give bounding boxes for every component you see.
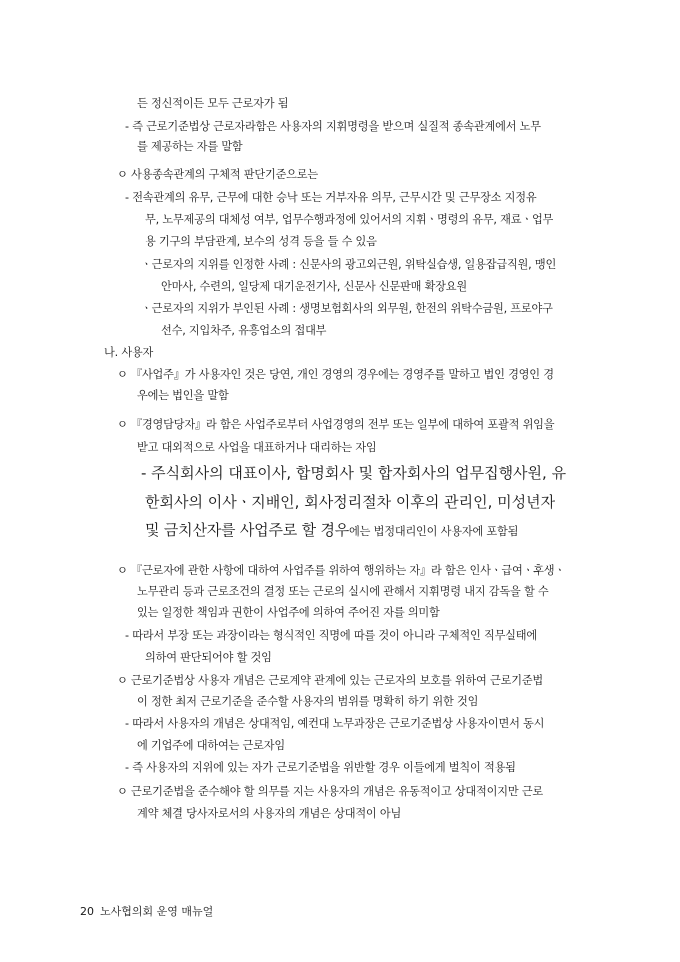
text-line: - 주식회사의 대표이사, 합명회사 및 합자회사의 업무집행사원, 유	[141, 464, 567, 482]
text-line: 안마사, 수련의, 일당제 대기운전기사, 신문사 신문판매 확장요원	[161, 280, 467, 293]
page-footer	[80, 903, 219, 919]
text-line: 든 정신적이든 모두 근로자가 됨	[137, 97, 289, 110]
text-line: ㅇ 『근로자에 관한 사항에 대하여 사업주를 위하여 행위하는 자』라 함은 인사ㆍ급여ㆍ후생ㆍ	[117, 564, 566, 577]
text-line: ㆍ근로자의 지위가 부인된 사례 : 생명보험회사의 외무원, 한전의 위탁수금원, 프로야구	[141, 302, 553, 315]
text-line: 노무관리 등과 근로조건의 결정 또는 근로의 실시에 관해서 지휘명령 내지 감독을 할 수	[137, 585, 549, 598]
text-segment: 및 금치산자를 사업주로 할 경우	[145, 521, 350, 539]
text-line: ㆍ근로자의 지위를 인정한 사례 : 신문사의 광고외근원, 위탁실습생, 일용잡급직원, 맹인	[141, 258, 557, 271]
page-number: 20	[80, 905, 94, 918]
text-line: 용 기구의 부담관계, 보수의 성격 등을 들 수 있음	[145, 235, 377, 248]
text-line: 의하여 판단되어야 할 것임	[145, 651, 272, 664]
text-line: 이 정한 최저 근로기준을 준수할 사용자의 범위를 명확히 하기 위한 것임	[137, 695, 479, 708]
text-line: ㅇ 근로기준법상 사용자 개념은 근로계약 관계에 있는 근로자의 보호를 위하여 근로기준법	[117, 674, 544, 687]
text-line: ㅇ 『사업주』가 사용자인 것은 당연, 개인 경영의 경우에는 경영주를 말하고 법인 경영인 경	[117, 368, 554, 381]
text-line: 우에는 법인을 말함	[137, 389, 229, 402]
text-line: 에 기업주에 대하여는 근로자임	[137, 739, 285, 752]
text-line: - 전속관계의 유무, 근무에 대한 승낙 또는 거부자유 의무, 근무시간 및 근무장소 지정유	[125, 191, 537, 204]
text-line: ㅇ 근로기준법을 준수해야 할 의무를 지는 사용자의 개념은 유동적이고 상대적이지만 근로	[117, 785, 544, 798]
footer-title: 노사협의회 운영 매뉴얼	[100, 905, 214, 918]
text-segment: 에는 법정대리인이 사용자에 포함됨	[349, 525, 519, 538]
section-heading: 나. 사용자	[104, 346, 154, 359]
text-line: - 따라서 부장 또는 과장이라는 형식적인 직명에 따를 것이 아니라 구체적인 직무실태에	[125, 629, 538, 642]
text-line: ㅇ 『경영담당자』라 함은 사업주로부터 사업경영의 전부 또는 일부에 대하여 포괄적 위임을	[117, 418, 555, 431]
text-line: ㅇ 사용종속관계의 구체적 판단기준으로는	[117, 168, 318, 181]
text-line: 를 제공하는 자를 말함	[137, 140, 243, 153]
text-line: - 즉 사용자의 지위에 있는 자가 근로기준법을 위반할 경우 이들에게 벌칙이 적용됨	[125, 761, 516, 774]
text-line: - 따라서 사용자의 개념은 상대적임, 예컨대 노무과장은 근로기준법상 사용자이면서 동시	[125, 717, 545, 730]
text-line: 계약 체결 당사자로서의 사용자의 개념은 상대적이 아님	[137, 807, 402, 820]
text-line: 무, 노무제공의 대체성 여부, 업무수행과정에 있어서의 지휘ㆍ명령의 유무, 재료ㆍ업무	[145, 213, 554, 226]
text-line: 선수, 지입차주, 유흥업소의 접대부	[161, 324, 327, 337]
text-line: 있는 일정한 책임과 권한이 사업주에 의하여 주어진 자를 의미함	[137, 606, 440, 619]
text-line: - 즉 근로기준법상 근로자라함은 사용자의 지휘명령을 받으며 실질적 종속관계에서 노무	[125, 120, 541, 133]
text-line	[145, 520, 518, 542]
text-line: 받고 대외적으로 사업을 대표하거나 대리하는 자임	[137, 441, 377, 454]
text-line: 한회사의 이사ㆍ지배인, 회사정리절차 이후의 관리인, 미성년자	[145, 493, 556, 511]
